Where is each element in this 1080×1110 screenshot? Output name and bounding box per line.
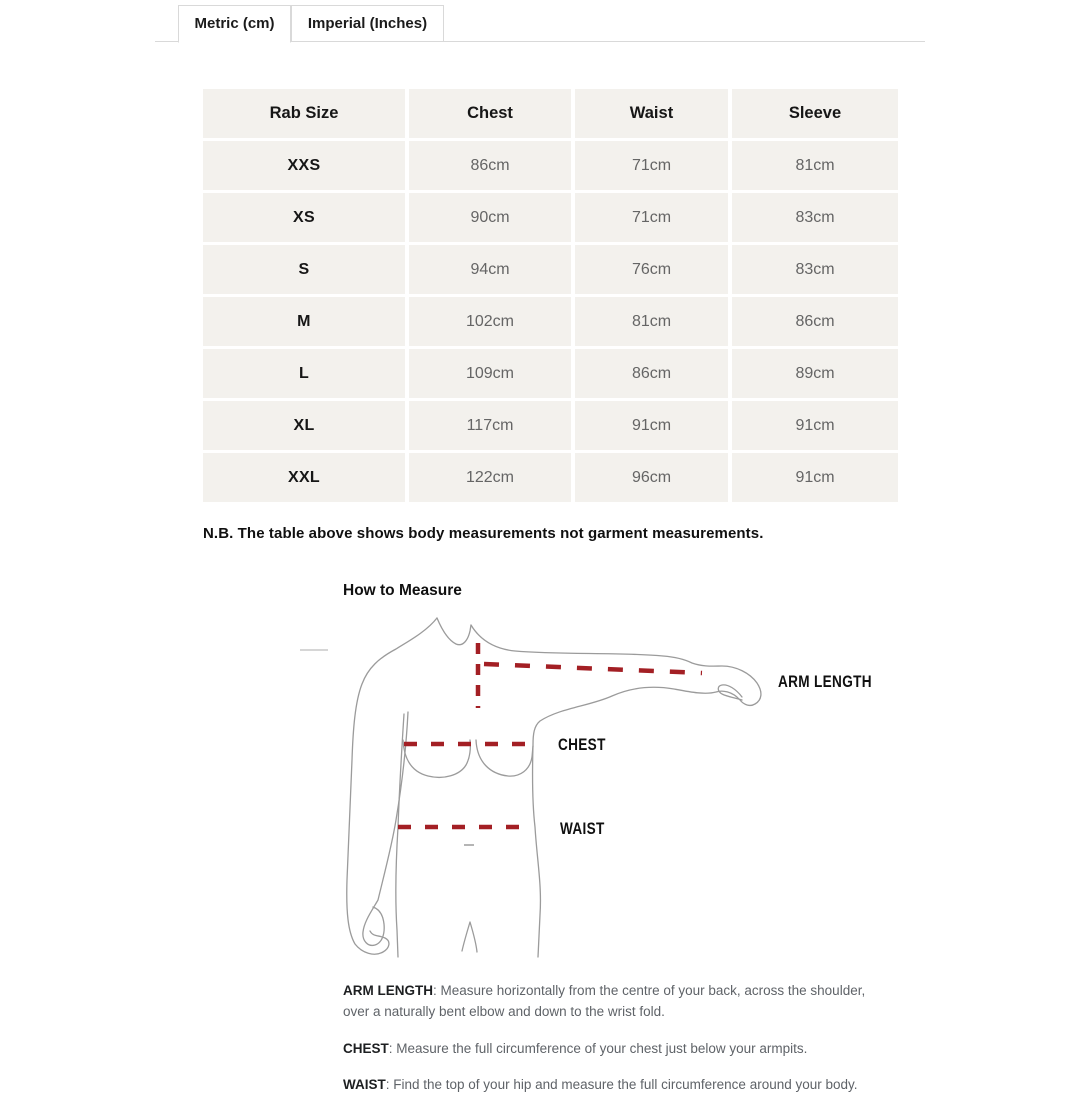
waist-instruction-term: WAIST (343, 1076, 386, 1092)
waist-cell: 76cm (575, 245, 728, 294)
sleeve-cell: 89cm (732, 349, 898, 398)
measuring-instructions (343, 980, 888, 1110)
sleeve-cell: 83cm (732, 193, 898, 242)
column-header-waist: Waist (575, 89, 728, 138)
size-cell: M (203, 297, 405, 346)
size-cell: L (203, 349, 405, 398)
waist-cell: 96cm (575, 453, 728, 502)
arm-length-label: ARM LENGTH (778, 672, 872, 691)
size-cell: XXL (203, 453, 405, 502)
figure-left-arm-outline (347, 618, 437, 954)
body-measurement-diagram (295, 608, 880, 970)
waist-instruction (343, 1074, 888, 1095)
waist-cell: 81cm (575, 297, 728, 346)
waist-cell: 71cm (575, 193, 728, 242)
sleeve-cell: 83cm (732, 245, 898, 294)
waist-cell: 91cm (575, 401, 728, 450)
sleeve-cell: 91cm (732, 401, 898, 450)
chest-cell: 109cm (409, 349, 571, 398)
chest-instruction (343, 1038, 888, 1059)
chest-label: CHEST (558, 735, 606, 754)
sleeve-cell: 91cm (732, 453, 898, 502)
size-cell: XL (203, 401, 405, 450)
tab-imperial-inches[interactable]: Imperial (Inches) (291, 5, 444, 42)
arm-length-instruction-text: : Measure horizontally from the centre of your back, across the shoulder, over a naturally bent elbow and down to the wrist fold. (343, 983, 866, 1020)
column-header-sleeve: Sleeve (732, 89, 898, 138)
arm-length-instruction-term: ARM LENGTH (343, 983, 433, 998)
chest-cell: 102cm (409, 297, 571, 346)
column-header-rab-size: Rab Size (203, 89, 405, 138)
waist-cell: 86cm (575, 349, 728, 398)
how-to-measure-title: How to Measure (343, 582, 462, 599)
figure-extended-arm-outline (471, 625, 761, 957)
figure-torso-left-edge (396, 714, 404, 957)
tab-metric-cm[interactable]: Metric (cm) (178, 5, 291, 43)
size-cell: S (203, 245, 405, 294)
chest-cell: 117cm (409, 401, 571, 450)
chest-instruction-term: CHEST (343, 1040, 389, 1056)
chest-cell: 94cm (409, 245, 571, 294)
sleeve-cell: 86cm (732, 297, 898, 346)
arm-length-instruction (343, 980, 888, 1023)
body-measurements-note: N.B. The table above shows body measurements not garment measurements. (203, 525, 764, 542)
size-cell: XXS (203, 141, 405, 190)
unit-tabstrip (155, 5, 925, 42)
size-table (203, 89, 886, 502)
chest-instruction-text: : Measure the full circumference of your chest just below your armpits. (388, 1040, 808, 1056)
figure-crotch (462, 922, 477, 952)
waist-instruction-text: : Find the top of your hip and measure the full circumference around your body. (385, 1076, 858, 1092)
sleeve-cell: 81cm (732, 141, 898, 190)
waist-label: WAIST (560, 819, 605, 838)
chest-cell: 122cm (409, 453, 571, 502)
figure-neck (437, 618, 471, 645)
chest-cell: 86cm (409, 141, 571, 190)
waist-cell: 71cm (575, 141, 728, 190)
column-header-chest: Chest (409, 89, 571, 138)
size-cell: XS (203, 193, 405, 242)
chest-cell: 90cm (409, 193, 571, 242)
arm-length-measure-line (484, 664, 702, 673)
